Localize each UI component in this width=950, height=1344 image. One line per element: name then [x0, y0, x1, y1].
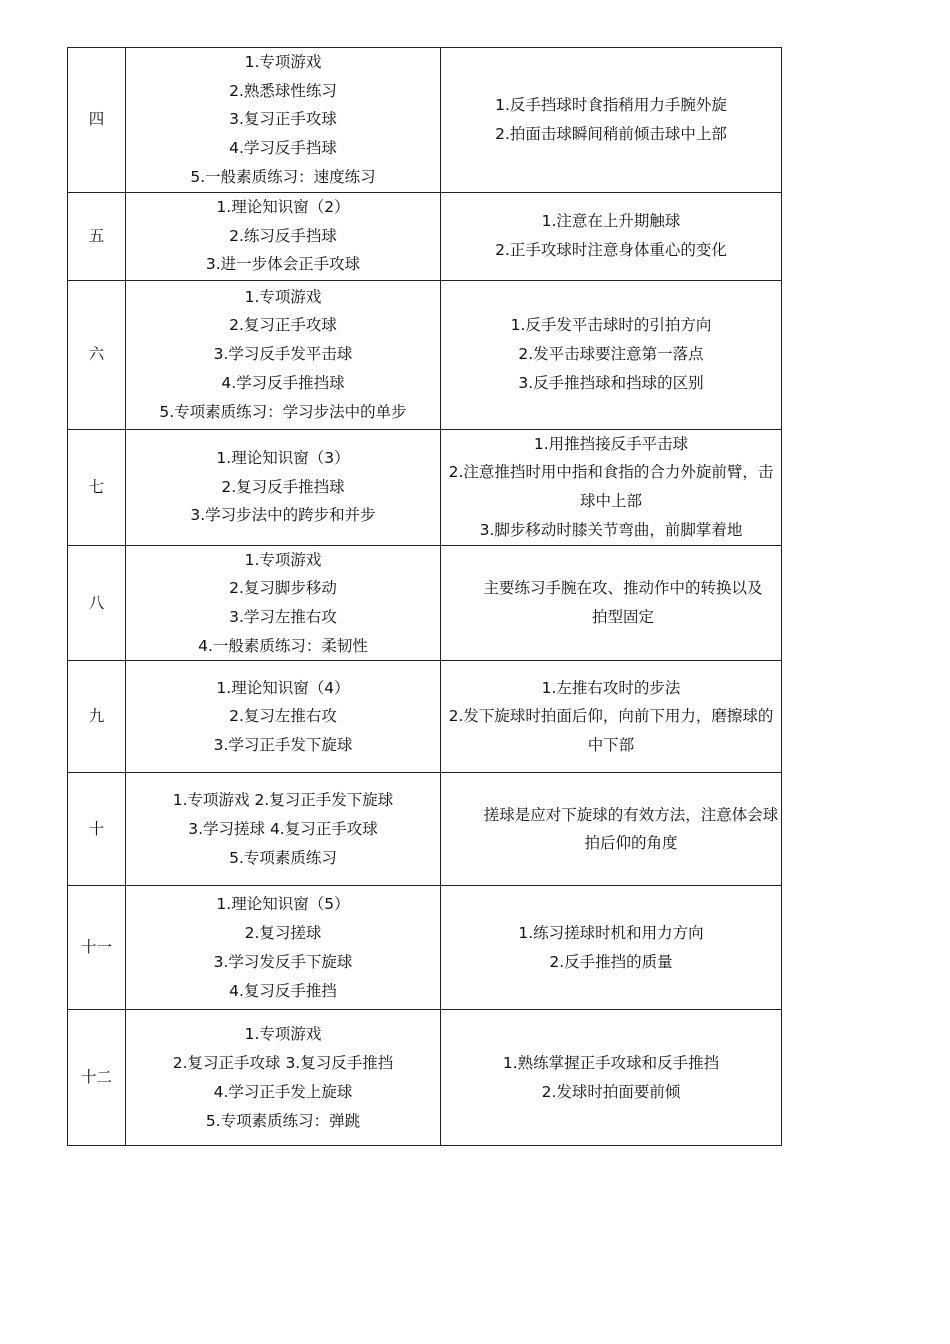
content-line: 2.复习左推右攻 [229, 707, 337, 726]
content-cell [126, 545, 441, 661]
content-line: 1.理论知识窗（5） [216, 895, 350, 914]
notes-line: 3.脚步移动时膝关节弯曲，前脚掌着地 [479, 520, 743, 539]
table-row [68, 48, 782, 193]
content-line: 5.专项素质练习 [229, 848, 337, 867]
content-cell [126, 280, 441, 429]
content-line: 2.复习搓球 [244, 924, 322, 943]
content-line: 1.专项游戏 [244, 53, 322, 71]
notes-line: 搓球是应对下旋球的有效方法，注意体会球拍后仰的角度 [483, 805, 779, 853]
content-line: 4.学习反手推挡球 [221, 373, 345, 392]
week-cell: 四 [68, 48, 126, 193]
content-cell [126, 661, 441, 773]
content-line: 5.专项素质练习：学习步法中的单步 [159, 402, 407, 421]
week-cell: 六 [68, 280, 126, 429]
table-row [68, 886, 782, 1010]
table-row [68, 545, 782, 661]
content-line: 3.学习发反手下旋球 [213, 952, 353, 971]
content-line: 5.专项素质练习：弹跳 [205, 1111, 361, 1130]
notes-cell [441, 429, 782, 545]
content-line: 5.一般素质练习：速度练习 [190, 167, 376, 186]
notes-line: 3.反手推挡球和挡球的区别 [518, 373, 704, 392]
week-cell: 七 [68, 429, 126, 545]
week-cell: 九 [68, 661, 126, 773]
content-line: 1.专项游戏 [244, 550, 322, 569]
content-cell [126, 48, 441, 193]
content-line: 1.理论知识窗（4） [216, 678, 350, 697]
content-line: 2.复习正手攻球 3.复习反手推挡 [172, 1054, 394, 1073]
content-line: 2.复习反手推挡球 [221, 477, 345, 496]
content-line: 1.理论知识窗（3） [216, 448, 350, 467]
content-line: 4.学习正手发上旋球 [213, 1082, 353, 1101]
notes-line: 主要练习手腕在攻、推动作中的转换以及拍型固定 [483, 579, 763, 626]
notes-line: 1.反手挡球时食指稍用力手腕外旋 [495, 96, 727, 115]
table-row [68, 280, 782, 429]
content-line: 1.专项游戏 [244, 287, 322, 306]
content-line: 3.复习正手攻球 [229, 110, 337, 129]
table-row [68, 1010, 782, 1146]
notes-line: 1.反手发平击球时的引拍方向 [510, 316, 712, 335]
content-cell [126, 1010, 441, 1146]
table-row [68, 773, 782, 886]
table-body [68, 48, 782, 1146]
content-line: 3.学习左推右攻 [229, 607, 337, 626]
content-cell [126, 429, 441, 545]
week-cell: 五 [68, 192, 126, 280]
content-line: 1.理论知识窗（2） [216, 197, 350, 216]
notes-line: 2.发平击球要注意第一落点 [518, 345, 704, 364]
notes-cell [441, 1010, 782, 1146]
week-cell: 八 [68, 545, 126, 661]
notes-line: 2.发球时拍面要前倾 [541, 1082, 681, 1101]
notes-cell [441, 545, 782, 661]
notes-line: 2.正手攻球时注意身体重心的变化 [495, 241, 727, 260]
notes-line: 1.熟练掌握正手攻球和反手推挡 [502, 1054, 720, 1073]
content-cell [126, 192, 441, 280]
teaching-plan-table [67, 47, 782, 1146]
content-line: 3.学习正手发下旋球 [213, 736, 353, 755]
content-line: 4.复习反手推挡 [229, 981, 337, 1000]
week-cell: 十一 [68, 886, 126, 1010]
notes-line: 2.反手推挡的质量 [549, 952, 673, 971]
table-row [68, 192, 782, 280]
content-line: 3.学习步法中的跨步和并步 [190, 506, 376, 525]
content-line: 2.练习反手挡球 [229, 226, 337, 245]
notes-cell [441, 48, 782, 193]
content-line: 1.专项游戏 2.复习正手发下旋球 [172, 791, 394, 810]
notes-cell [441, 192, 782, 280]
notes-line: 2.发下旋球时拍面后仰，向前下用力，磨擦球的中下部 [448, 707, 774, 755]
notes-line: 1.左推右攻时的步法 [541, 678, 681, 697]
notes-line: 2.拍面击球瞬间稍前倾击球中上部 [495, 124, 727, 143]
week-cell: 十 [68, 773, 126, 886]
content-line: 4.一般素质练习：柔韧性 [198, 636, 368, 655]
notes-cell [441, 280, 782, 429]
table-row [68, 429, 782, 545]
notes-line: 1.用推挡接反手平击球 [533, 434, 689, 453]
content-line: 1.专项游戏 [244, 1025, 322, 1044]
content-line: 2.熟悉球性练习 [229, 81, 337, 100]
notes-cell [441, 886, 782, 1010]
table-row [68, 661, 782, 773]
notes-line: 2.注意推挡时用中指和食指的合力外旋前臂，击球中上部 [448, 463, 774, 511]
content-line: 2.复习正手攻球 [229, 316, 337, 335]
week-cell: 十二 [68, 1010, 126, 1146]
content-line: 2.复习脚步移动 [229, 579, 337, 598]
content-line: 4.学习反手挡球 [229, 139, 337, 158]
content-line: 3.学习反手发平击球 [213, 345, 353, 364]
notes-cell [441, 661, 782, 773]
content-cell [126, 773, 441, 886]
content-cell [126, 886, 441, 1010]
notes-cell [441, 773, 782, 886]
notes-line: 1.练习搓球时机和用力方向 [518, 924, 704, 943]
content-line: 3.进一步体会正手攻球 [205, 255, 361, 274]
content-line: 3.学习搓球 4.复习正手攻球 [188, 819, 378, 838]
notes-line: 1.注意在上升期触球 [541, 212, 681, 231]
